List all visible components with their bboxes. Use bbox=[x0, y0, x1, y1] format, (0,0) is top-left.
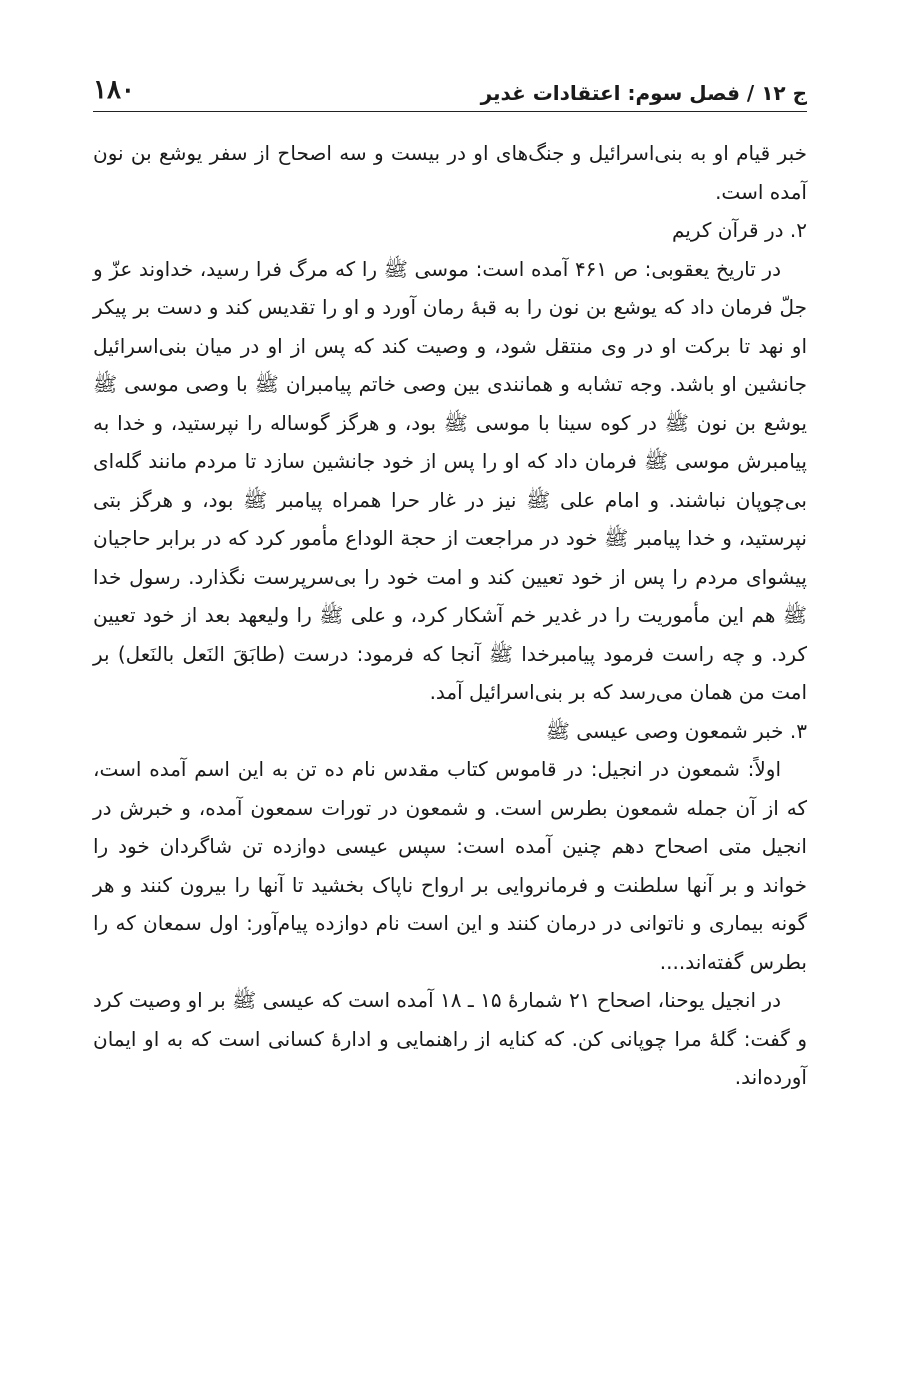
body-text bbox=[93, 134, 807, 1097]
paragraph-john-gospel: در انجیل یوحنا، اصحاح ۲۱ شمارهٔ ۱۵ ـ ۱۸ آمده است که عیسی ﷺ بر او وصیت کرد و گفت: گلهٔ مرا چوپانی کن. که کنایه از راهنمایی و ادارهٔ کسانی است که به او ایمان آورده‌اند. bbox=[93, 988, 807, 1089]
running-head bbox=[93, 60, 807, 112]
section-heading-shamoun: ۳. خبر شمعون وصی عیسی ﷺ bbox=[545, 718, 807, 743]
page bbox=[93, 60, 807, 1097]
chapter-title: ج ۱۲ / فصل سوم: اعتقادات غدیر bbox=[480, 81, 807, 105]
page-number: ۱۸۰ bbox=[93, 75, 135, 105]
paragraph-shamoun-gospel: اولاً: شمعون در انجیل: در قاموس کتاب مقدس نام ده تن به این اسم آمده است، که از آن جمله شمعون بطرس است. و شمعون در تورات سمعون آمده، و خبرش در انجیل متی اصحاح دهم چنین آمده است: سپس عیسی دوازده تن شاگردان خود را خواند و بر آنها سلطنت و فرمانروایی بر ارواح ناپاک بخشید تا آنها را بیرون کنند و هر گونه بیماری و ناتوانی در درمان کنند و این است نام دوازده پیام‌آور: اول سمعان که را بطرس گفته‌اند.... bbox=[93, 757, 807, 974]
section-heading-quran: ۲. در قرآن کریم bbox=[671, 218, 807, 242]
paragraph-continuation: خبر قیام او به بنی‌اسرائیل و جنگ‌های او در بیست و سه اصحاح از سفر یوشع بن نون آمده است. bbox=[93, 141, 807, 204]
paragraph-yaqubi: در تاریخ یعقوبی: ص ۴۶۱ آمده است: موسی ﷺ را که مرگ فرا رسید، خداوند عزّ و جلّ فرمان داد که یوشع بن نون را به قبهٔ رمان آورد و او را تقدیس کند و دست بر پیکر او نهد تا برکت او در وی منتقل شود، و وصیت کند که پس از او در میان بنی‌اسرائیل جانشین او باشد. وجه تشابه و همانندی بین وصی خاتم پیامبران ﷺ با وصی موسی ﷺ یوشع بن نون ﷺ در کوه سینا با موسی ﷺ بود، و هرگز گوساله را نپرستید، و خدا به پیامبرش موسی ﷺ فرمان داد که او را پس از خود جانشین سازد تا مردم مانند گله‌ای بی‌چوپان نباشند. و امام علی ﷺ نیز در غار حرا همراه پیامبر ﷺ بود، و هرگز بتی نپرستید، و خدا پیامبر ﷺ خود در مراجعت از حجة الوداع مأمور کرد که در برابر حاجیان پیشوای مردم را پس از خود تعیین کند و امت خود را بی‌سرپرست نگذارد. رسول خدا ﷺ هم این مأموریت را در غدیر خم آشکار کرد، و علی ﷺ را ولیعهد بعد از خود تعیین کرد. و چه راست فرمود پیامبرخدا ﷺ آنجا که فرمود: درست (طابَقَ النَعل بالنَعل) بر امت من همان می‌رسد که بر بنی‌اسرائیل آمد. bbox=[93, 256, 807, 704]
